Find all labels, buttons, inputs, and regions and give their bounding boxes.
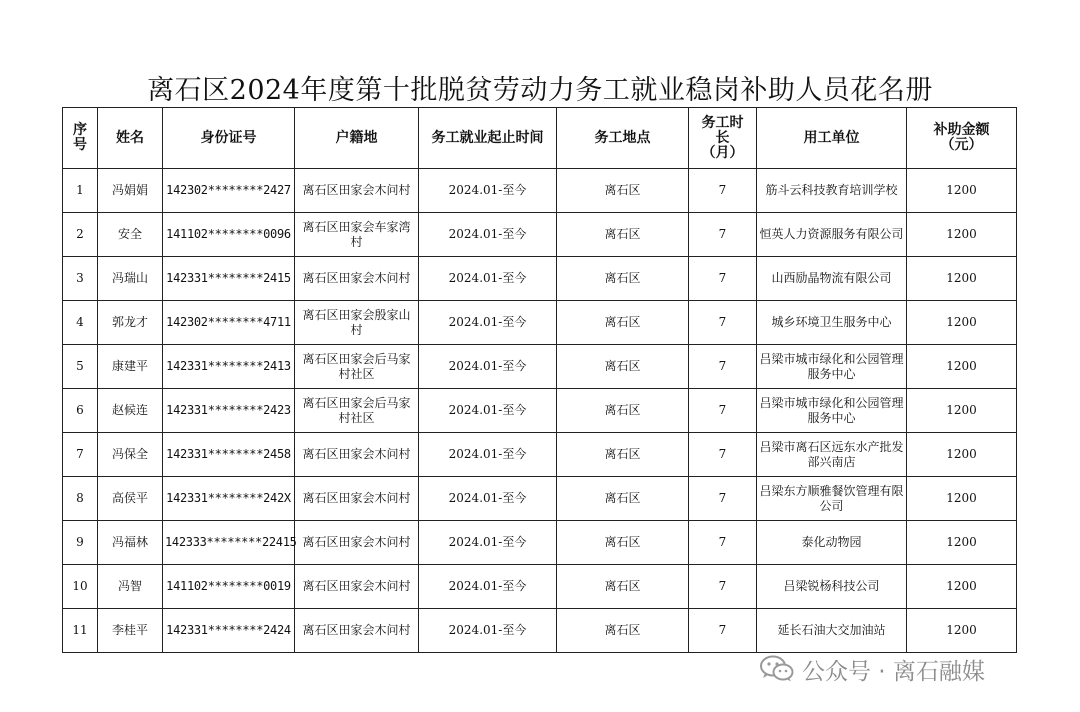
cell-amount: 1200 bbox=[907, 477, 1017, 521]
cell-residence: 离石区田家会木问村 bbox=[295, 477, 419, 521]
cell-seq: 3 bbox=[63, 257, 98, 301]
cell-amount: 1200 bbox=[907, 301, 1017, 345]
table-row bbox=[63, 521, 1017, 565]
cell-name: 冯智 bbox=[98, 565, 163, 609]
cell-name: 李桂平 bbox=[98, 609, 163, 653]
header-id-number: 身份证号 bbox=[163, 108, 295, 169]
cell-seq: 6 bbox=[63, 389, 98, 433]
cell-location: 离石区 bbox=[557, 301, 689, 345]
cell-period: 2024.01-至今 bbox=[419, 565, 557, 609]
cell-location: 离石区 bbox=[557, 345, 689, 389]
cell-employer: 吕梁市城市绿化和公园管理服务中心 bbox=[757, 345, 907, 389]
cell-id-number: 142331********2413 bbox=[163, 345, 295, 389]
cell-employer: 山西励晶物流有限公司 bbox=[757, 257, 907, 301]
cell-period: 2024.01-至今 bbox=[419, 521, 557, 565]
cell-name: 康建平 bbox=[98, 345, 163, 389]
cell-id-number: 142331********2415 bbox=[163, 257, 295, 301]
table-row bbox=[63, 433, 1017, 477]
cell-residence: 离石区田家会木问村 bbox=[295, 521, 419, 565]
cell-id-number: 142302********2427 bbox=[163, 169, 295, 213]
cell-location: 离石区 bbox=[557, 477, 689, 521]
cell-months: 7 bbox=[689, 521, 757, 565]
cell-id-number: 141102********0096 bbox=[163, 213, 295, 257]
watermark-text: 公众号 · 离石融媒 bbox=[802, 658, 985, 685]
cell-period: 2024.01-至今 bbox=[419, 609, 557, 653]
cell-residence: 离石区田家会木问村 bbox=[295, 257, 419, 301]
table-row bbox=[63, 169, 1017, 213]
cell-name: 冯娟娟 bbox=[98, 169, 163, 213]
cell-amount: 1200 bbox=[907, 433, 1017, 477]
header-months: 务工时 长 （月） bbox=[689, 108, 757, 169]
table-body bbox=[63, 169, 1017, 653]
cell-period: 2024.01-至今 bbox=[419, 389, 557, 433]
cell-seq: 9 bbox=[63, 521, 98, 565]
cell-period: 2024.01-至今 bbox=[419, 213, 557, 257]
cell-months: 7 bbox=[689, 389, 757, 433]
cell-id-number: 142331********2423 bbox=[163, 389, 295, 433]
cell-months: 7 bbox=[689, 609, 757, 653]
cell-residence: 离石区田家会木问村 bbox=[295, 609, 419, 653]
header-seq: 序 号 bbox=[63, 108, 98, 169]
cell-id-number: 141102********0019 bbox=[163, 565, 295, 609]
cell-employer: 恒英人力资源服务有限公司 bbox=[757, 213, 907, 257]
cell-amount: 1200 bbox=[907, 565, 1017, 609]
table-header-row bbox=[63, 108, 1017, 169]
cell-amount: 1200 bbox=[907, 213, 1017, 257]
cell-location: 离石区 bbox=[557, 213, 689, 257]
table-row bbox=[63, 301, 1017, 345]
cell-location: 离石区 bbox=[557, 389, 689, 433]
cell-name: 赵候连 bbox=[98, 389, 163, 433]
table-row bbox=[63, 477, 1017, 521]
cell-location: 离石区 bbox=[557, 257, 689, 301]
cell-location: 离石区 bbox=[557, 565, 689, 609]
cell-seq: 4 bbox=[63, 301, 98, 345]
table-row bbox=[63, 213, 1017, 257]
cell-seq: 1 bbox=[63, 169, 98, 213]
cell-location: 离石区 bbox=[557, 433, 689, 477]
cell-amount: 1200 bbox=[907, 389, 1017, 433]
cell-id-number: 142331********2458 bbox=[163, 433, 295, 477]
cell-employer: 延长石油大交加油站 bbox=[757, 609, 907, 653]
cell-employer: 吕梁锐杨科技公司 bbox=[757, 565, 907, 609]
cell-employer: 吕梁东方顺雅餐饮管理有限公司 bbox=[757, 477, 907, 521]
cell-months: 7 bbox=[689, 433, 757, 477]
cell-residence: 离石区田家会木问村 bbox=[295, 169, 419, 213]
cell-amount: 1200 bbox=[907, 345, 1017, 389]
roster-table bbox=[62, 107, 1017, 653]
cell-months: 7 bbox=[689, 257, 757, 301]
cell-id-number: 142333********22415 bbox=[163, 521, 295, 565]
cell-id-number: 142331********2424 bbox=[163, 609, 295, 653]
cell-residence: 离石区田家会木问村 bbox=[295, 433, 419, 477]
table-row bbox=[63, 257, 1017, 301]
cell-location: 离石区 bbox=[557, 169, 689, 213]
header-residence: 户籍地 bbox=[295, 108, 419, 169]
cell-location: 离石区 bbox=[557, 609, 689, 653]
cell-employer: 泰化动物园 bbox=[757, 521, 907, 565]
cell-seq: 11 bbox=[63, 609, 98, 653]
cell-id-number: 142331********242X bbox=[163, 477, 295, 521]
cell-period: 2024.01-至今 bbox=[419, 345, 557, 389]
cell-period: 2024.01-至今 bbox=[419, 169, 557, 213]
table-row bbox=[63, 389, 1017, 433]
wechat-icon bbox=[760, 655, 794, 683]
cell-employer: 吕梁市城市绿化和公园管理服务中心 bbox=[757, 389, 907, 433]
cell-seq: 10 bbox=[63, 565, 98, 609]
cell-residence: 离石区田家会车家湾村 bbox=[295, 213, 419, 257]
cell-period: 2024.01-至今 bbox=[419, 301, 557, 345]
cell-employer: 吕梁市离石区远东水产批发部兴南店 bbox=[757, 433, 907, 477]
cell-seq: 7 bbox=[63, 433, 98, 477]
header-employer: 用工单位 bbox=[757, 108, 907, 169]
table-row bbox=[63, 609, 1017, 653]
cell-amount: 1200 bbox=[907, 521, 1017, 565]
header-period: 务工就业起止时间 bbox=[419, 108, 557, 169]
cell-residence: 离石区田家会殷家山村 bbox=[295, 301, 419, 345]
table-row bbox=[63, 565, 1017, 609]
cell-months: 7 bbox=[689, 345, 757, 389]
cell-months: 7 bbox=[689, 565, 757, 609]
cell-location: 离石区 bbox=[557, 521, 689, 565]
page-title: 离石区2024年度第十批脱贫劳动力务工就业稳岗补助人员花名册 bbox=[147, 75, 933, 106]
cell-seq: 5 bbox=[63, 345, 98, 389]
cell-name: 冯福林 bbox=[98, 521, 163, 565]
cell-employer: 筋斗云科技教育培训学校 bbox=[757, 169, 907, 213]
cell-amount: 1200 bbox=[907, 609, 1017, 653]
cell-name: 郭龙才 bbox=[98, 301, 163, 345]
cell-name: 安全 bbox=[98, 213, 163, 257]
cell-period: 2024.01-至今 bbox=[419, 257, 557, 301]
cell-residence: 离石区田家会后马家村社区 bbox=[295, 345, 419, 389]
cell-name: 冯保全 bbox=[98, 433, 163, 477]
watermark bbox=[760, 651, 985, 687]
cell-residence: 离石区田家会木问村 bbox=[295, 565, 419, 609]
cell-seq: 8 bbox=[63, 477, 98, 521]
header-subsidy: 补助金额 （元） bbox=[907, 108, 1017, 169]
cell-months: 7 bbox=[689, 477, 757, 521]
cell-id-number: 142302********4711 bbox=[163, 301, 295, 345]
cell-name: 冯瑞山 bbox=[98, 257, 163, 301]
cell-residence: 离石区田家会后马家村社区 bbox=[295, 389, 419, 433]
cell-seq: 2 bbox=[63, 213, 98, 257]
cell-period: 2024.01-至今 bbox=[419, 433, 557, 477]
table-row bbox=[63, 345, 1017, 389]
header-name: 姓名 bbox=[98, 108, 163, 169]
cell-period: 2024.01-至今 bbox=[419, 477, 557, 521]
cell-months: 7 bbox=[689, 213, 757, 257]
cell-name: 高侯平 bbox=[98, 477, 163, 521]
cell-months: 7 bbox=[689, 301, 757, 345]
cell-amount: 1200 bbox=[907, 257, 1017, 301]
header-location: 务工地点 bbox=[557, 108, 689, 169]
cell-amount: 1200 bbox=[907, 169, 1017, 213]
cell-employer: 城乡环境卫生服务中心 bbox=[757, 301, 907, 345]
cell-months: 7 bbox=[689, 169, 757, 213]
